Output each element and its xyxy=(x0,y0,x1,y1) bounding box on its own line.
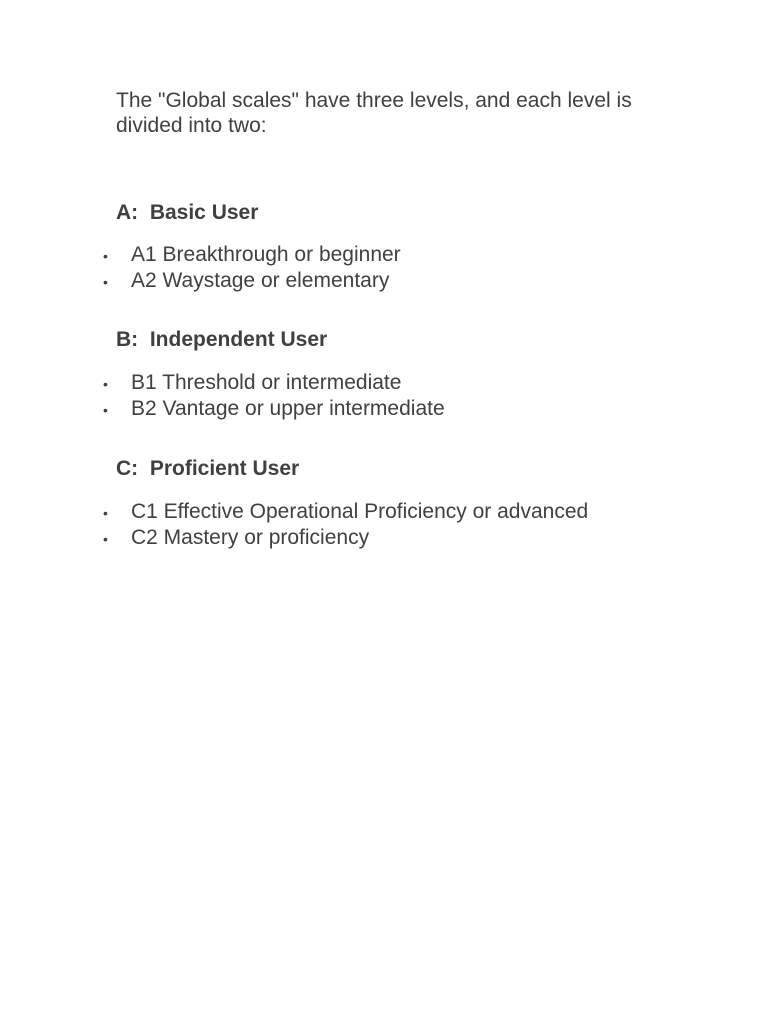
list-item-text: B2 Vantage or upper intermediate xyxy=(131,396,445,420)
bullet-icon: • xyxy=(103,401,108,418)
bullet-icon: • xyxy=(103,376,108,392)
section-heading-a: A: Basic User xyxy=(116,201,259,224)
list-item-text: B1 Threshold or intermediate xyxy=(131,371,402,394)
section-b-list xyxy=(0,370,700,421)
section-c-list xyxy=(0,499,700,550)
bullet-icon: • xyxy=(103,273,108,290)
list-item xyxy=(0,525,700,551)
list-item-text: C1 Effective Operational Proficiency or advanced xyxy=(131,500,589,523)
list-item xyxy=(0,499,700,525)
section-heading-b: B: Independent User xyxy=(116,328,328,351)
list-item xyxy=(0,370,700,396)
list-item-text: A1 Breakthrough or beginner xyxy=(131,243,401,266)
list-item-text: A2 Waystage or elementary xyxy=(131,268,390,292)
list-item-text: C2 Mastery or proficiency xyxy=(131,525,370,549)
bullet-icon: • xyxy=(103,248,108,264)
section-a-list xyxy=(0,242,700,293)
list-item xyxy=(0,396,700,422)
section-heading-c: C: Proficient User xyxy=(116,457,300,480)
bullet-icon: • xyxy=(103,530,108,547)
list-item xyxy=(0,242,700,268)
intro-paragraph: The "Global scales" have three levels, and each level is divided into two: xyxy=(116,89,632,137)
bullet-icon: • xyxy=(103,505,108,521)
list-item xyxy=(0,268,700,294)
